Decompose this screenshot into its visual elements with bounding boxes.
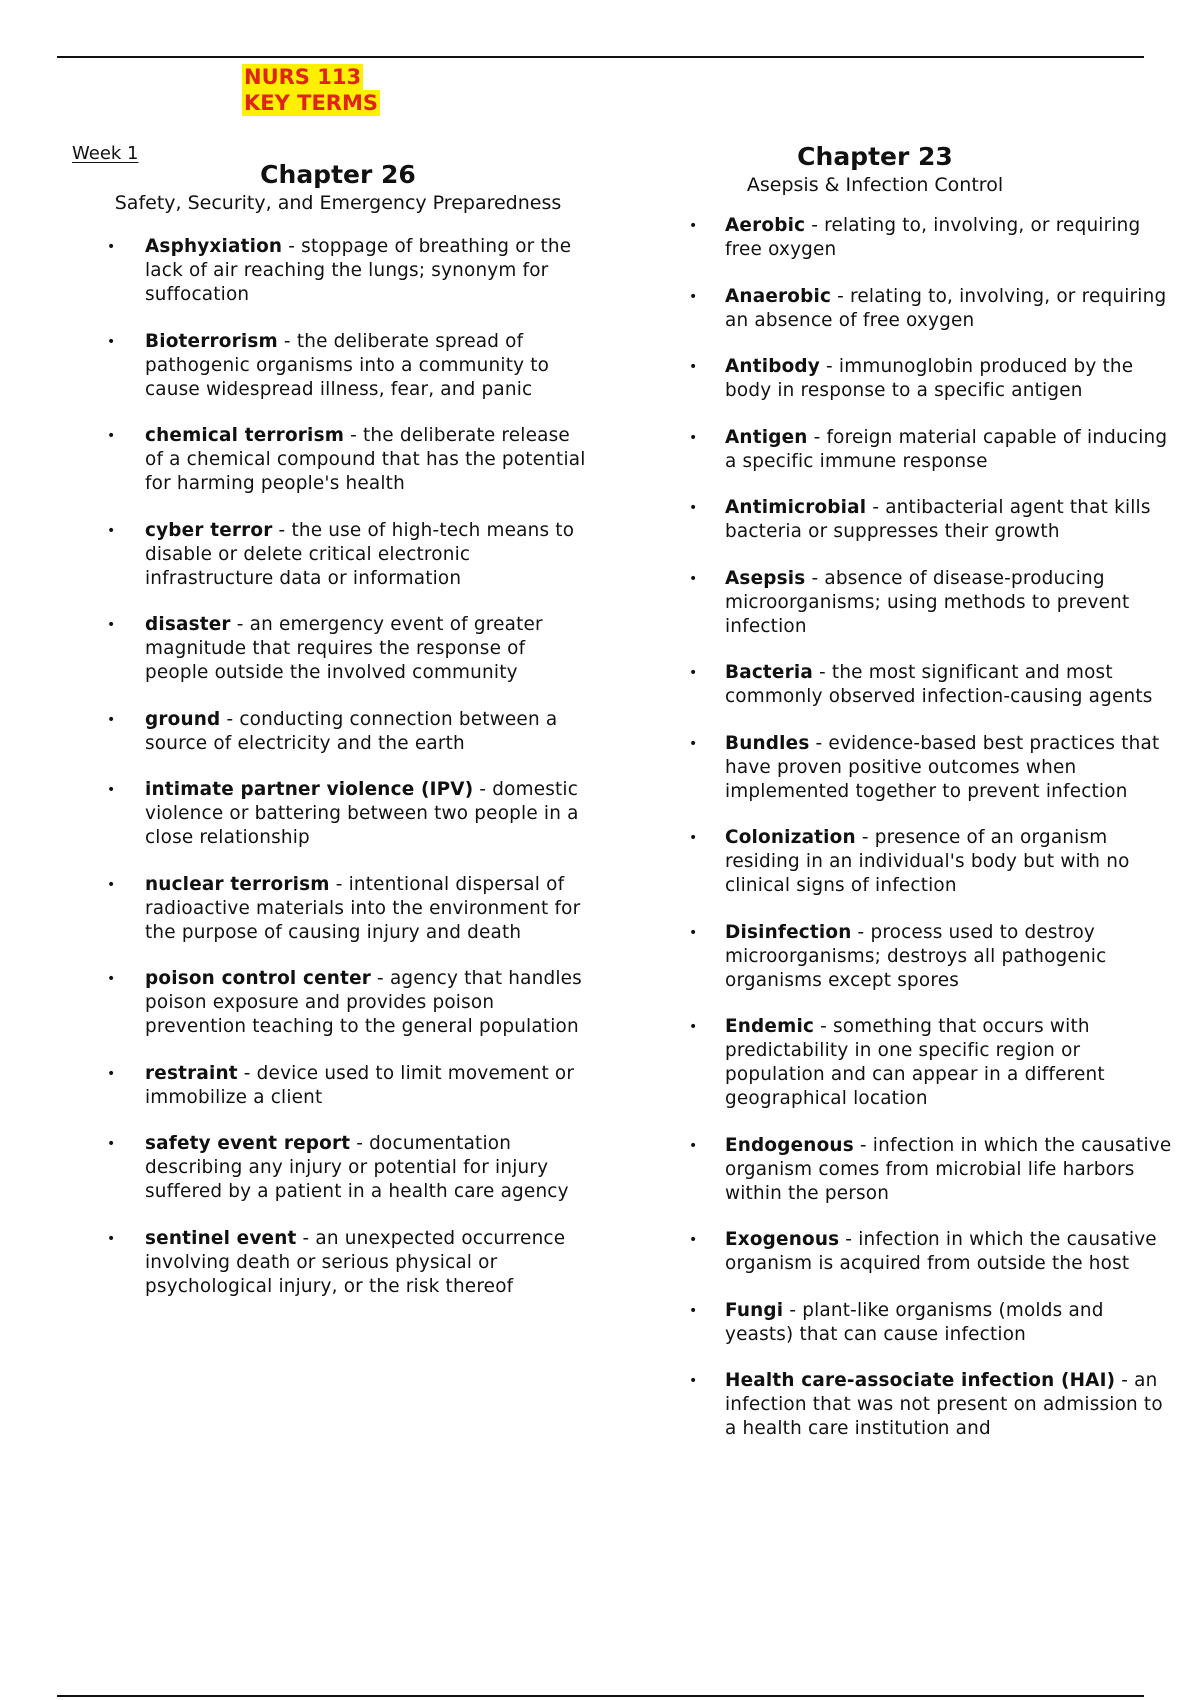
term-name: Disinfection: [725, 921, 852, 943]
term-item: [665, 285, 1175, 333]
term-definition: - agency that handles poison exposure and provides poison prevention teaching to the general population: [145, 968, 582, 1037]
chapter-title: Chapter 23: [797, 142, 953, 171]
term-name: Colonization: [725, 827, 856, 848]
term-item: [88, 330, 588, 402]
term-definition: - an unexpected occurrence involving death or serious physical or psychological injury, or the risk thereof: [145, 1227, 566, 1297]
term-item: [665, 1369, 1175, 1441]
term-item: [665, 1299, 1175, 1347]
term-item: [665, 1134, 1175, 1206]
term-name: Health care-associate infection (HAI): [725, 1370, 1116, 1391]
term-item: [88, 708, 588, 756]
term-name: Bacteria: [725, 662, 813, 683]
term-name: Endemic: [725, 1016, 815, 1037]
term-item: [88, 1062, 588, 1110]
term-list: [665, 214, 1175, 1441]
term-name: restraint: [145, 1062, 238, 1084]
term-definition: - antibacterial agent that kills bacteria or suppresses their growth: [725, 497, 1151, 542]
course-title: [242, 64, 380, 116]
term-definition: - foreign material capable of inducing a specific immune response: [725, 426, 1168, 472]
term-definition: - the deliberate spread of pathogenic organisms into a community to cause widespread illness, fear, and panic: [145, 330, 550, 400]
term-item: [88, 967, 588, 1039]
term-item: [88, 235, 588, 307]
term-definition: - stoppage of breathing or the lack of air reaching the lungs; synonym for suffocation: [145, 236, 572, 305]
term-item: [665, 1015, 1175, 1111]
term-definition: - conducting connection between a source of electricity and the earth: [145, 708, 558, 754]
term-item: [88, 1227, 588, 1299]
term-name: nuclear terrorism: [145, 873, 330, 895]
term-name: Exogenous: [725, 1229, 840, 1250]
key-terms-label: KEY TERMS: [244, 91, 378, 115]
term-definition: - intentional dispersal of radioactive materials into the environment for the purpose of causing injury and death: [145, 873, 581, 943]
term-item: [665, 567, 1175, 639]
term-name: Anaerobic: [725, 285, 832, 307]
left-column: [88, 160, 588, 1321]
term-definition: - the deliberate release of a chemical compound that has the potential for harming people's health: [145, 425, 586, 494]
term-definition: - an infection that was not present on admission to a health care institution and: [725, 1370, 1163, 1439]
term-name: Antimicrobial: [725, 497, 867, 518]
term-name: Bioterrorism: [145, 330, 278, 352]
term-item: [665, 661, 1175, 709]
term-definition: - an emergency event of greater magnitude that requires the response of people outside the involved community: [145, 614, 543, 683]
term-definition: - infection in which the causative organism is acquired from outside the host: [725, 1229, 1157, 1274]
term-item: [88, 519, 588, 591]
term-definition: - process used to destroy microorganisms; destroys all pathogenic organisms except spores: [725, 921, 1107, 991]
chapter-subtitle: Safety, Security, and Emergency Preparedness: [114, 192, 562, 214]
chapter-subtitle: Asepsis & Infection Control: [746, 174, 1004, 196]
term-definition: - relating to, involving, or requiring an absence of free oxygen: [725, 285, 1167, 331]
term-definition: - evidence-based best practices that have proven positive outcomes when implemented together to prevent infection: [725, 732, 1160, 802]
term-name: Asphyxiation: [145, 236, 283, 257]
term-name: safety event report: [145, 1133, 351, 1154]
term-definition: - device used to limit movement or immobilize a client: [145, 1062, 575, 1108]
right-column: [665, 142, 1175, 1464]
term-list: [88, 235, 588, 1299]
term-item: [665, 732, 1175, 804]
term-name: Antibody: [725, 356, 820, 377]
term-name: disaster: [145, 614, 231, 635]
term-item: [88, 778, 588, 850]
bottom-rule: [57, 1695, 1144, 1697]
term-item: [88, 1132, 588, 1204]
term-item: [88, 613, 588, 685]
term-item: [665, 426, 1175, 474]
term-name: cyber terror: [145, 519, 273, 541]
top-rule: [57, 56, 1144, 58]
term-item: [88, 424, 588, 496]
term-item: [665, 355, 1175, 403]
term-name: Aerobic: [725, 215, 806, 236]
term-item: [665, 214, 1175, 262]
term-definition: - relating to, involving, or requiring free oxygen: [725, 215, 1141, 260]
term-item: [88, 873, 588, 945]
term-item: [665, 1228, 1175, 1276]
term-definition: - absence of disease-producing microorganisms; using methods to prevent infection: [725, 567, 1130, 637]
term-item: [665, 826, 1175, 898]
term-name: chemical terrorism: [145, 425, 345, 446]
chapter-header: [665, 142, 1085, 198]
term-item: [665, 496, 1175, 544]
term-name: Asepsis: [725, 567, 806, 589]
term-definition: - documentation describing any injury or potential for injury suffered by a patient in a health care agency: [145, 1133, 569, 1202]
term-definition: - the use of high-tech means to disable or delete critical electronic infrastructure data or information: [145, 519, 575, 589]
term-definition: - immunoglobin produced by the body in response to a specific antigen: [725, 356, 1134, 401]
term-name: Bundles: [725, 732, 810, 754]
course-code: NURS 113: [244, 65, 362, 89]
term-definition: - the most significant and most commonly observed infection-causing agents: [725, 662, 1153, 707]
term-name: poison control center: [145, 968, 372, 989]
term-name: Endogenous: [725, 1134, 854, 1156]
term-definition: - something that occurs with predictability in one specific region or population and can appear in a different geographical location: [725, 1016, 1105, 1109]
term-name: intimate partner violence (IPV): [145, 779, 474, 800]
term-definition: - plant-like organisms (molds and yeasts) that can cause infection: [725, 1299, 1104, 1345]
chapter-title: Chapter 26: [260, 160, 416, 189]
term-name: ground: [145, 708, 221, 730]
term-name: sentinel event: [145, 1227, 297, 1249]
term-definition: - domestic violence or battering between two people in a close relationship: [145, 779, 579, 848]
term-definition: - presence of an organism residing in an individual's body but with no clinical signs of infection: [725, 827, 1130, 896]
term-name: Antigen: [725, 426, 808, 448]
week-label: Week 1: [72, 143, 139, 164]
term-name: Fungi: [725, 1299, 784, 1321]
chapter-header: [88, 160, 588, 216]
term-definition: - infection in which the causative organism comes from microbial life harbors within the person: [725, 1134, 1172, 1204]
term-item: [665, 921, 1175, 993]
